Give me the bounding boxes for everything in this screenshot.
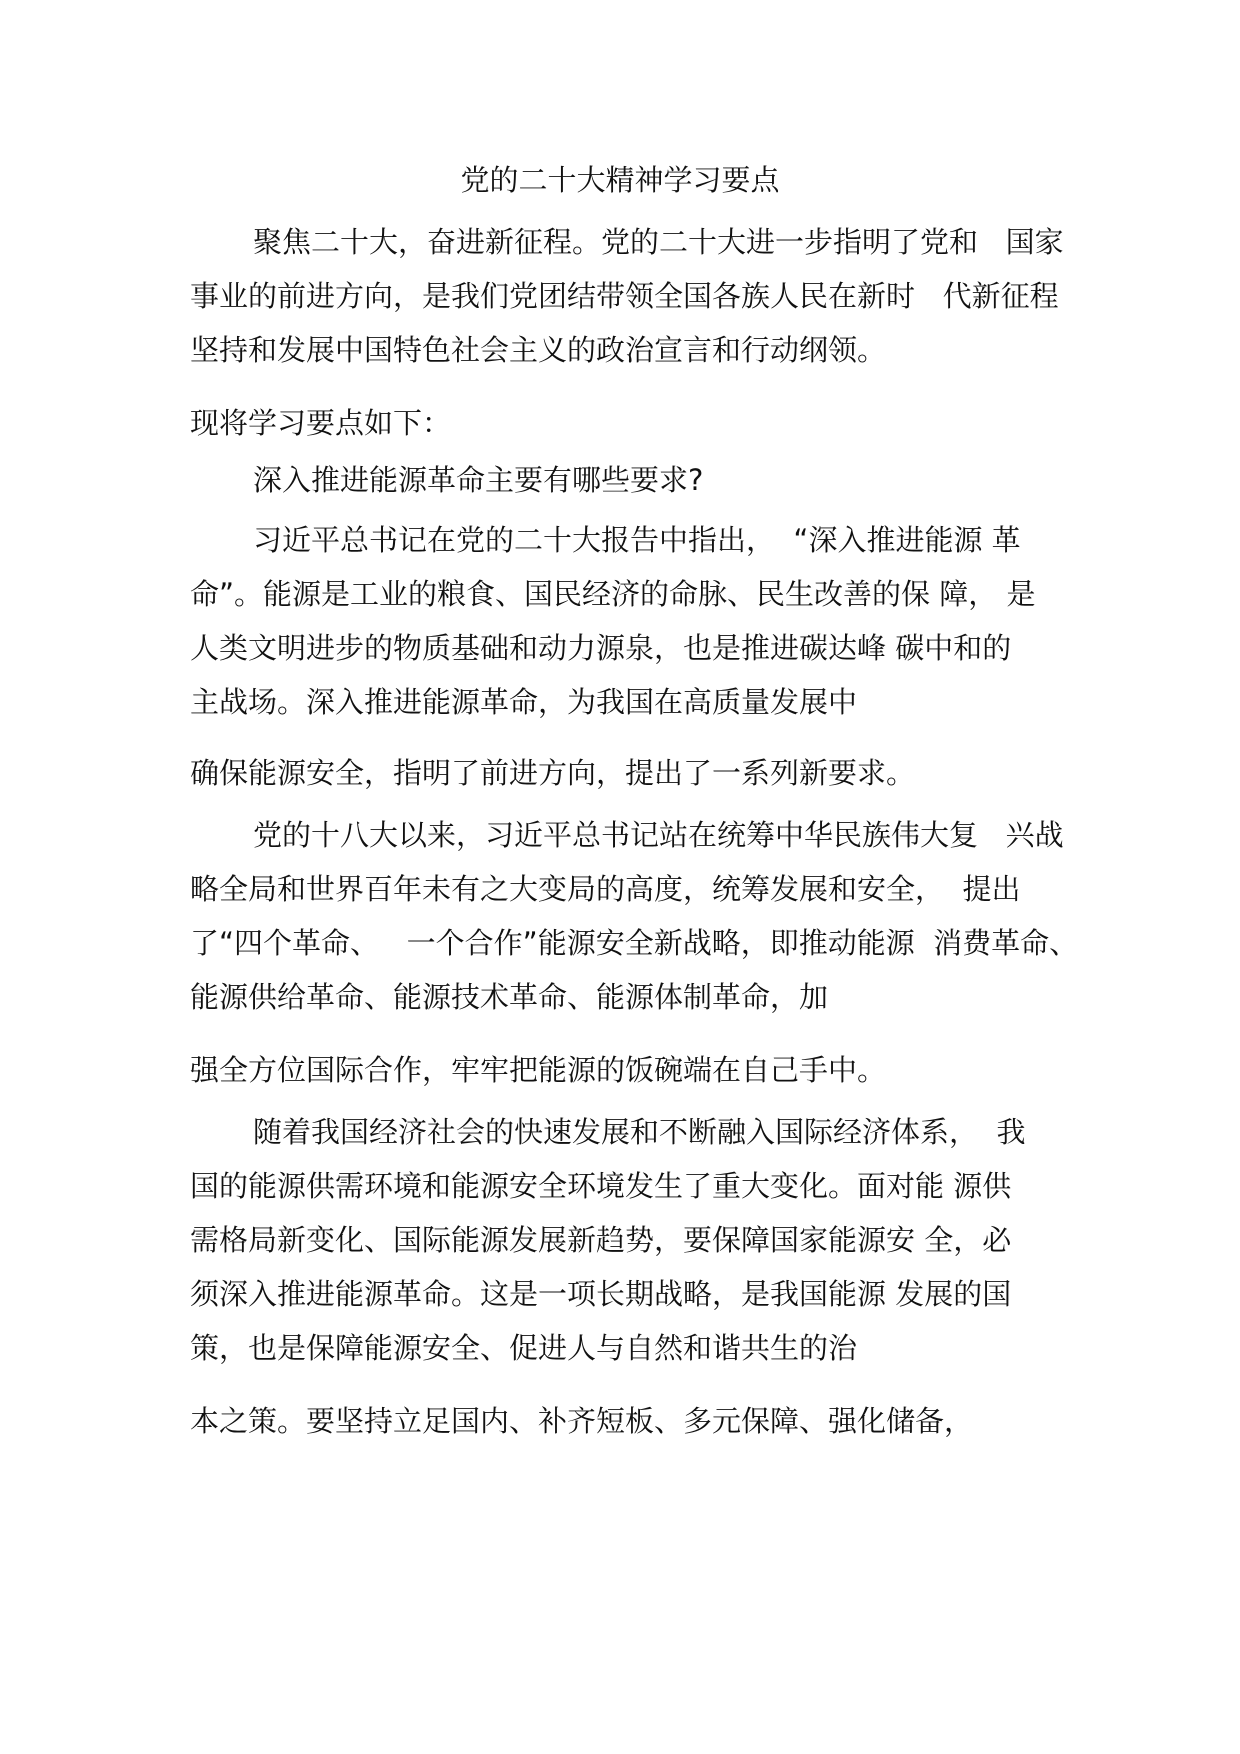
text-line: 随着我国经济社会的快速发展和不断融入国际经济体系， 我	[253, 1115, 1026, 1149]
text-line: 党的十八大以来，习近平总书记站在统筹中华民族伟大复 兴战	[253, 818, 1064, 852]
text-line: 强全方位国际合作，牢牢把能源的饭碗端在自己手中。	[190, 1053, 887, 1087]
text-line: 命”。能源是工业的粮食、国民经济的命脉、民生改善的保 障， 是	[190, 577, 1036, 611]
text-line: 能源供给革命、能源技术革命、能源体制革命，加	[190, 980, 829, 1014]
text-line: 须深入推进能源革命。这是一项长期战略，是我国能源 发展的国	[190, 1277, 1012, 1311]
text-line: 聚焦二十大，奋进新征程。党的二十大进一步指明了党和 国家	[253, 225, 1064, 259]
text-line: 略全局和世界百年未有之大变局的高度，统筹发展和安全， 提出	[190, 872, 1021, 906]
text-line: 需格局新变化、国际能源发展新趋势，要保障国家能源安 全，必	[190, 1223, 1012, 1257]
text-line: 深入推进能源革命主要有哪些要求?	[253, 463, 704, 497]
document-title: 党的二十大精神学习要点	[460, 163, 780, 197]
text-line: 人类文明进步的物质基础和动力源泉，也是推进碳达峰 碳中和的	[190, 631, 1012, 665]
text-line: 现将学习要点如下：	[190, 406, 452, 440]
text-line: 国的能源供需环境和能源安全环境发生了重大变化。面对能 源供	[190, 1169, 1012, 1203]
text-line: 习近平总书记在党的二十大报告中指出， “深入推进能源 革	[253, 523, 1021, 557]
text-line: 主战场。深入推进能源革命，为我国在高质量发展中	[190, 685, 858, 719]
text-line: 策，也是保障能源安全、促进人与自然和谐共生的治	[190, 1331, 858, 1365]
text-line: 了“四个革命、 一个合作”能源安全新战略，即推动能源 消费革命、	[190, 926, 1079, 960]
text-line: 坚持和发展中国特色社会主义的政治宣言和行动纲领。	[190, 333, 887, 367]
text-line: 确保能源安全，指明了前进方向，提出了一系列新要求。	[190, 756, 916, 790]
text-line: 事业的前进方向，是我们党团结带领全国各族人民在新时 代新征程	[190, 279, 1059, 313]
text-line: 本之策。要坚持立足国内、补齐短板、多元保障、强化储备，	[190, 1404, 974, 1438]
